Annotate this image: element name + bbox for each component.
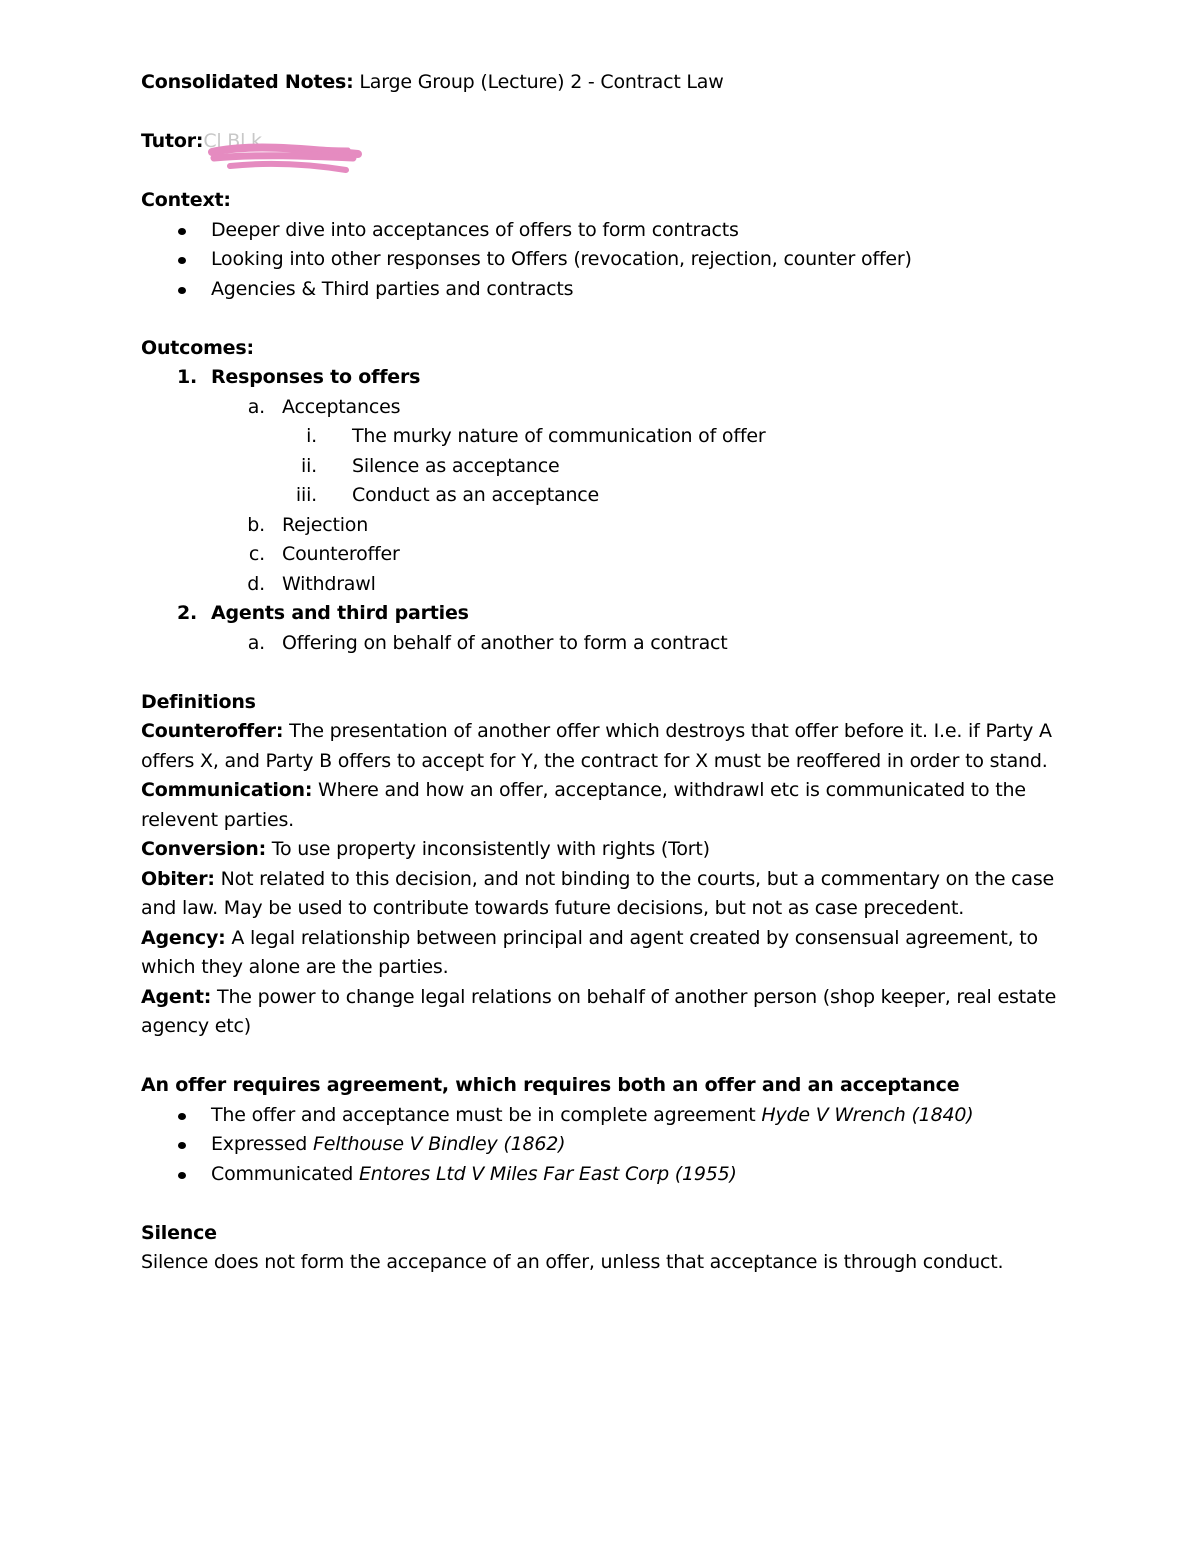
context-heading: Context: (141, 189, 231, 211)
definition-entry: Agent: The power to change legal relations on behalf of another person (shop keeper, real estate agency etc) (141, 985, 1057, 1037)
agreement-item: Communicated Entores Ltd V Miles Far East Corp (1955) (141, 1160, 1061, 1190)
outcome-subsubitem: i. The murky nature of communication of offer (306, 425, 766, 447)
case-citation: Entores Ltd V Miles Far East Corp (1955) (359, 1162, 737, 1185)
outcome-subsubitem: ii. Silence as acceptance (301, 454, 560, 477)
agreement-item: Expressed Felthouse V Bindley (1862) (141, 1130, 1061, 1160)
document-title (141, 68, 1061, 98)
bullet-icon (178, 257, 186, 264)
outcome-item: 1. Responses to offers (176, 366, 421, 388)
definition-term: Counteroffer: (141, 720, 284, 742)
definition-entry: Communication: Where and how an offer, acceptance, withdrawl etc is communicated to the relevent parties. (141, 779, 1026, 831)
bullet-icon (178, 228, 186, 235)
bullet-icon (178, 287, 186, 294)
document-page (141, 68, 1061, 1278)
tutor-name-redacted: Cl Bl k (203, 130, 262, 152)
definition-entry: Counteroffer: The presentation of another offer which destroys that offer before it. I.e. if Party A offers X, and Party B offers to accept for Y, the contract for X must be reoffered in order to stand. (141, 720, 1052, 772)
definition-entry: Agency: A legal relationship between principal and agent created by consensual agreement, to which they alone are the parties. (141, 926, 1038, 978)
redaction-scribble (208, 140, 368, 180)
agreement-heading: An offer requires agreement, which requires both an offer and an acceptance (141, 1074, 960, 1096)
outcome-subsubitem: iii. Conduct as an acceptance (295, 484, 600, 506)
outcomes-heading: Outcomes: (141, 336, 254, 359)
definition-term: Obiter: (141, 867, 215, 890)
context-item: Looking into other responses to Offers (revocation, rejection, counter offer) (141, 245, 1061, 275)
bullet-icon (178, 1113, 186, 1120)
case-citation: Felthouse V Bindley (1862) (312, 1133, 566, 1155)
outcome-item: 2. Agents and third parties (176, 602, 469, 624)
bullet-icon (178, 1172, 186, 1179)
context-item: Agencies & Third parties and contracts (141, 275, 1061, 305)
definition-term: Agency: (141, 926, 226, 949)
outcome-subitem: a. Acceptances (247, 395, 401, 418)
tutor-label: Tutor: (141, 130, 204, 152)
definition-entry: Obiter: Not related to this decision, and not binding to the courts, but a commentary on the case and law. May be used to contribute towards future decisions, but not as case precedent. (141, 867, 1055, 919)
definition-term: Agent: (141, 985, 212, 1008)
outcome-subitem: b. Rejection (247, 513, 369, 536)
case-citation: Hyde V Wrench (1840) (761, 1103, 974, 1126)
context-item: Deeper dive into acceptances of offers to form contracts (141, 216, 1061, 246)
silence-heading: Silence (141, 1221, 217, 1244)
outcome-subitem: a. Offering on behalf of another to form a contract (247, 631, 728, 654)
outcome-subitem: d. Withdrawl (247, 572, 376, 595)
definitions-heading: Definitions (141, 690, 256, 713)
title-label: Consolidated Notes: (141, 71, 354, 93)
silence-text: Silence does not form the accepance of an offer, unless that acceptance is through conduct. (141, 1251, 1004, 1273)
definition-term: Conversion: (141, 838, 266, 860)
bullet-icon (178, 1142, 186, 1149)
outcome-subitem: c. Counteroffer (248, 543, 400, 565)
definition-entry: Conversion: To use property inconsistently with rights (Tort) (141, 838, 710, 860)
title-text: Large Group (Lecture) 2 - Contract Law (353, 71, 724, 93)
definition-term: Communication: (141, 779, 313, 801)
agreement-item: The offer and acceptance must be in complete agreement Hyde V Wrench (1840) (141, 1101, 1061, 1131)
